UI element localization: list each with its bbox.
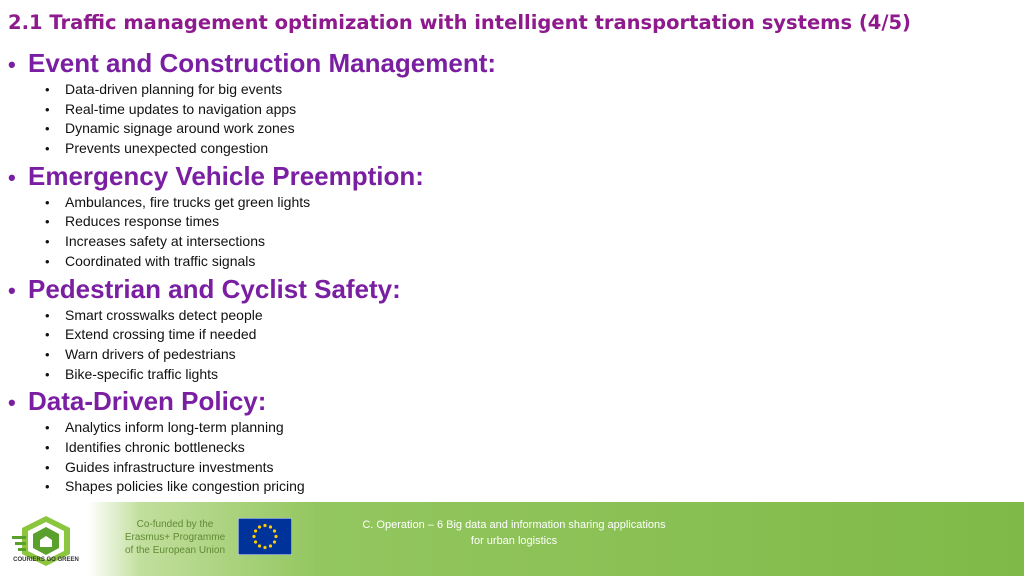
section-heading xyxy=(8,159,708,193)
eu-flag-icon xyxy=(238,518,292,555)
bullet-icon: • xyxy=(45,194,50,210)
section-heading xyxy=(8,272,708,306)
list-item-text: Coordinated with traffic signals xyxy=(65,252,256,269)
list-item xyxy=(8,193,708,213)
list-item xyxy=(8,306,708,326)
bullet-list xyxy=(8,418,708,497)
list-item xyxy=(8,345,708,365)
bullet-icon: • xyxy=(45,253,50,269)
footer-bar xyxy=(0,502,1024,576)
section-heading-text: Emergency Vehicle Preemption: xyxy=(28,160,424,191)
list-item xyxy=(8,232,708,252)
bullet-list xyxy=(8,80,708,159)
section-emergency-preemption xyxy=(8,159,708,272)
logo-text: COURIERS GO GREEN xyxy=(13,557,79,563)
list-item-text: Ambulances, fire trucks get green lights xyxy=(65,193,311,210)
bullet-icon: • xyxy=(8,52,16,77)
list-item xyxy=(8,80,708,100)
bullet-icon: • xyxy=(8,164,16,190)
list-item xyxy=(8,119,708,139)
bullet-icon: • xyxy=(45,346,50,362)
section-heading-text: Pedestrian and Cyclist Safety: xyxy=(28,273,401,304)
list-item-text: Shapes policies like congestion pricing xyxy=(65,478,305,495)
section-heading xyxy=(8,384,708,418)
cofunded-line: Erasmus+ Programme xyxy=(124,532,226,543)
cofunded-line: Co-funded by the xyxy=(136,519,214,530)
list-item-text: Bike-specific traffic lights xyxy=(65,365,219,382)
bullet-icon: • xyxy=(45,307,50,323)
section-pedestrian-cyclist xyxy=(8,272,708,385)
section-heading-text: Data-Driven Policy: xyxy=(28,386,267,417)
slide-content xyxy=(8,46,708,497)
list-item-text: Guides infrastructure investments xyxy=(65,458,274,475)
section-heading xyxy=(8,46,708,80)
section-heading-text: Event and Construction Management: xyxy=(28,48,497,78)
list-item-text: Dynamic signage around work zones xyxy=(65,120,295,137)
bullet-icon: • xyxy=(45,479,50,495)
list-item xyxy=(8,325,708,345)
footer-caption-line: for urban logistics xyxy=(470,535,558,547)
list-item-text: Smart crosswalks detect people xyxy=(65,306,263,323)
list-item-text: Extend crossing time if needed xyxy=(65,326,257,343)
bullet-icon: • xyxy=(45,101,50,117)
bullet-icon: • xyxy=(8,390,16,416)
list-item xyxy=(8,252,708,272)
bullet-icon: • xyxy=(45,82,50,97)
list-item-text: Real-time updates to navigation apps xyxy=(65,100,297,117)
slide-title: 2.1 Traffic management optimization with intelligent transportation systems (4/5) xyxy=(8,11,911,34)
list-item xyxy=(8,458,708,478)
cofunded-line: of the European Union xyxy=(124,545,226,556)
list-item-text: Prevents unexpected congestion xyxy=(65,140,269,157)
list-item-text: Data-driven planning for big events xyxy=(65,81,283,97)
footer-caption xyxy=(330,517,698,549)
footer-caption-line: C. Operation – 6 Big data and information sharing applications xyxy=(362,519,666,531)
section-event-construction xyxy=(8,46,708,159)
cofunded-text xyxy=(116,518,234,557)
list-item-text: Identifies chronic bottlenecks xyxy=(65,438,245,455)
bullet-icon: • xyxy=(45,141,50,157)
list-item xyxy=(8,418,708,438)
list-item xyxy=(8,477,708,497)
bullet-icon: • xyxy=(45,214,50,230)
list-item xyxy=(8,139,708,159)
bullet-icon: • xyxy=(45,366,50,382)
bullet-icon: • xyxy=(45,459,50,475)
bullet-icon: • xyxy=(45,234,50,250)
list-item xyxy=(8,100,708,120)
list-item xyxy=(8,438,708,458)
bullet-icon: • xyxy=(45,121,50,137)
list-item-text: Analytics inform long-term planning xyxy=(65,419,284,436)
list-item-text: Increases safety at intersections xyxy=(65,233,265,250)
bullet-list xyxy=(8,306,708,385)
couriers-go-green-logo-icon xyxy=(10,514,82,572)
bullet-icon: • xyxy=(45,327,50,343)
bullet-list xyxy=(8,193,708,272)
list-item xyxy=(8,212,708,232)
bullet-icon: • xyxy=(45,420,50,436)
bullet-icon: • xyxy=(8,277,16,303)
bullet-icon: • xyxy=(45,439,50,455)
section-data-driven-policy xyxy=(8,384,708,497)
list-item-text: Reduces response times xyxy=(65,213,220,230)
list-item xyxy=(8,365,708,385)
list-item-text: Warn drivers of pedestrians xyxy=(65,345,236,362)
